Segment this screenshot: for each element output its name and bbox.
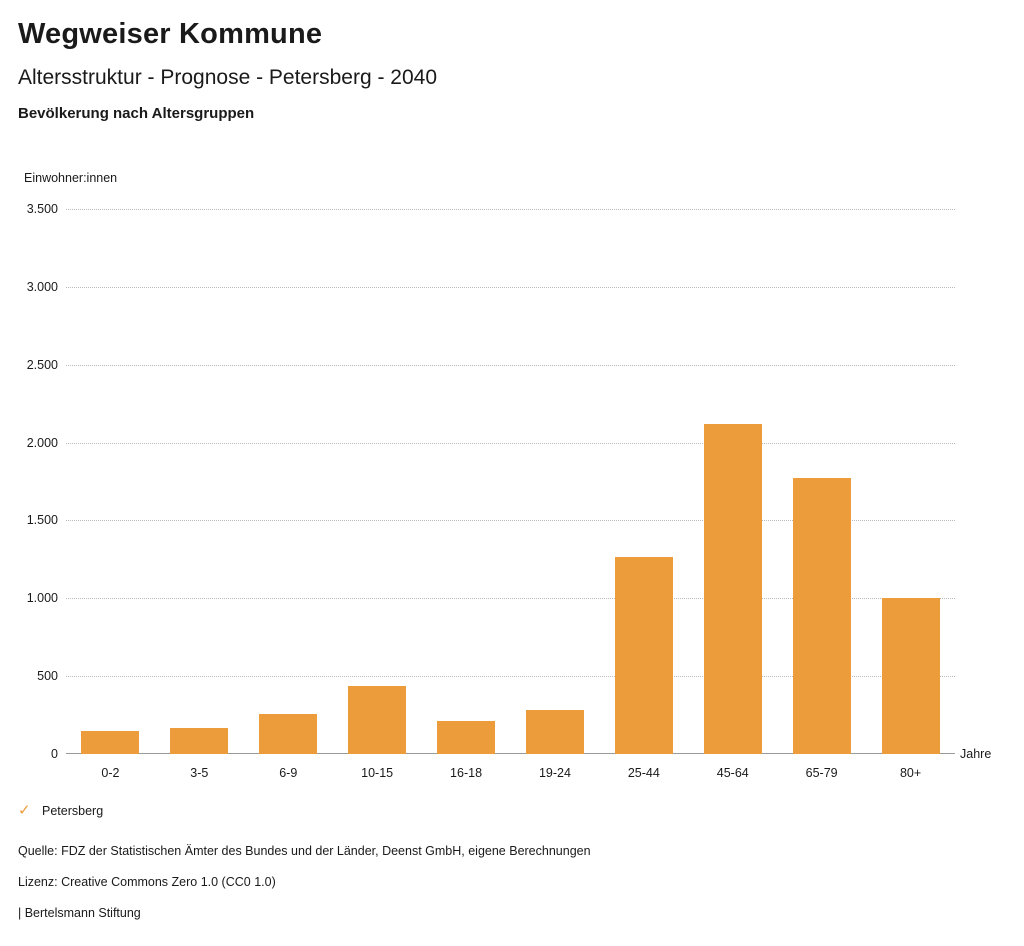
bar[interactable] [793,478,851,754]
license-note: Lizenz: Creative Commons Zero 1.0 (CC0 1.0) [18,875,276,889]
y-axis-tick-label: 3.500 [26,202,58,216]
x-axis-tick-label: 19-24 [538,766,571,780]
bar[interactable] [704,424,762,754]
x-axis-tick-label: 45-64 [716,766,749,780]
x-axis-tick-label: 25-44 [627,766,660,780]
y-axis-tick-label: 1.000 [26,591,58,606]
x-axis-tick-label: 6-9 [279,766,298,780]
x-axis-tick-label: 10-15 [361,766,394,780]
chart-legend[interactable] [18,803,103,818]
page-title: Wegweiser Kommune [18,18,323,50]
x-axis-title: Jahre [960,747,992,761]
bar[interactable] [259,714,317,754]
bar[interactable] [170,728,228,754]
x-axis-tick-label: 16-18 [450,766,483,780]
bar[interactable] [526,710,584,754]
x-axis-tick-label: 0-2 [101,766,120,780]
y-axis-title: Einwohner:innen [24,171,118,185]
legend-series-label: Petersberg [42,803,104,818]
page-subtitle: Altersstruktur - Prognose - Petersberg - 2040 [18,66,438,89]
gridline [66,209,955,210]
x-axis-tick-label: 3-5 [190,766,209,780]
publisher-note: | Bertelsmann Stiftung [18,906,141,920]
gridline [66,287,955,288]
gridline [66,365,955,366]
y-axis-tick-label: 0 [51,747,58,761]
chart-plot-area [26,202,955,780]
bar[interactable] [615,557,673,754]
source-note: Quelle: FDZ der Statistischen Ämter des Bundes und der Länder, Deenst GmbH, eigene Berechnungen [18,844,591,858]
gridline [66,443,955,444]
bar[interactable] [882,598,940,754]
bar[interactable] [437,721,495,754]
bar[interactable] [348,686,406,754]
check-icon: ✓ [18,802,31,819]
y-axis-tick-label: 1.500 [26,513,58,528]
y-axis-tick-label: 2.000 [26,435,58,450]
chart-title: Bevölkerung nach Altersgruppen [18,105,255,122]
y-axis-tick-label: 2.500 [26,357,58,372]
y-axis-tick-label: 500 [37,669,58,684]
x-axis-tick-label: 65-79 [805,766,838,780]
bar[interactable] [81,731,139,754]
x-axis-tick-label: 80+ [899,766,922,780]
y-axis-tick-label: 3.000 [26,279,58,294]
